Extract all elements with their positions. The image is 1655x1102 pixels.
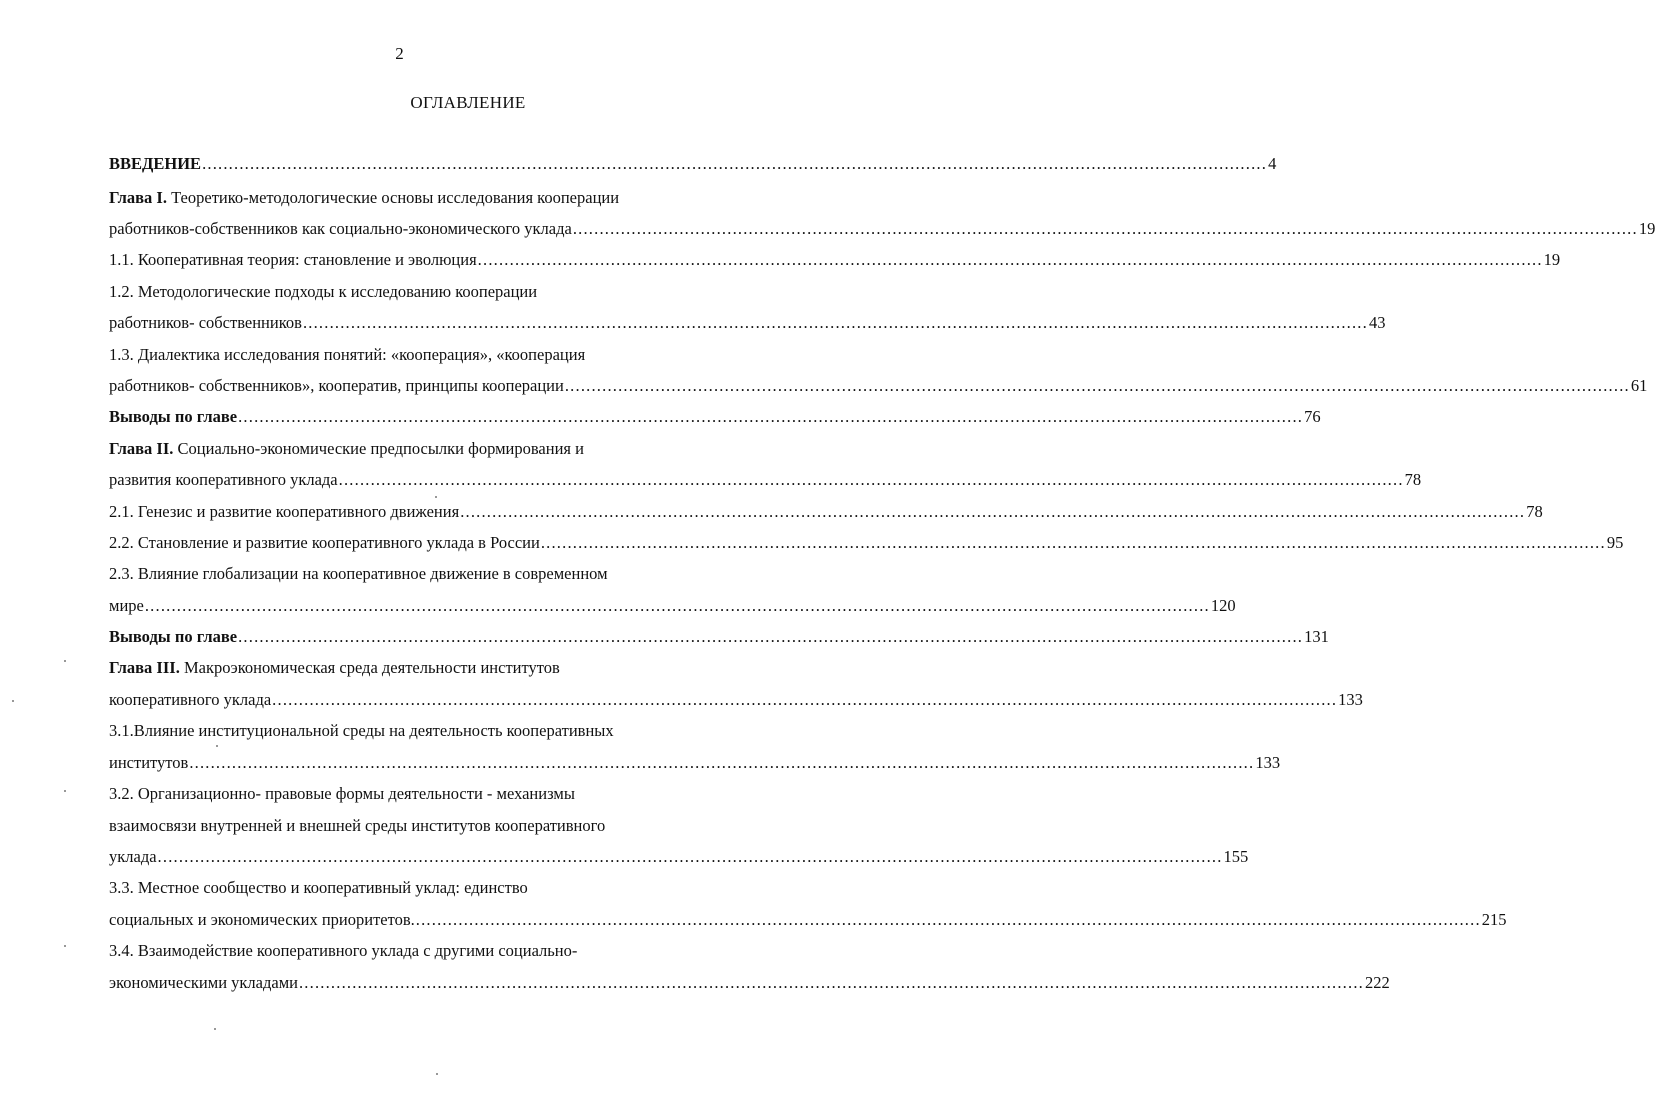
toc-page-number: 155 bbox=[1223, 847, 1249, 866]
toc-entry-label: мире bbox=[109, 596, 144, 615]
dot-leader: ........................................................................................................................................................................................................ bbox=[272, 690, 1338, 709]
toc-entry-label: 3.3. Местное сообщество и кооперативный уклад: единство bbox=[109, 878, 528, 897]
toc-entry bbox=[109, 814, 605, 838]
toc-entry bbox=[109, 468, 1422, 492]
toc-entry-label: социальных и экономических приоритетов. bbox=[109, 910, 415, 929]
dot-leader: ........................................................................................................................................................................................................ bbox=[415, 910, 1481, 929]
toc-entry-label: Макроэкономическая среда деятельности институтов bbox=[179, 658, 560, 677]
scan-speck bbox=[436, 1073, 438, 1075]
toc-page-number: 76 bbox=[1304, 407, 1321, 426]
toc-entry-label: Теоретико-методологические основы исследования кооперации bbox=[166, 188, 620, 207]
toc-entry bbox=[109, 500, 1543, 524]
toc-entry bbox=[109, 217, 1655, 241]
scan-speck bbox=[64, 945, 66, 947]
dot-leader: ........................................................................................................................................................................................................ bbox=[338, 470, 1404, 489]
scan-speck bbox=[64, 790, 66, 792]
toc-page-number: 43 bbox=[1368, 313, 1386, 332]
dot-leader: ........................................................................................................................................................................................................ bbox=[189, 753, 1255, 772]
toc-entry bbox=[109, 248, 1561, 272]
chapter-prefix: Глава I. bbox=[109, 188, 167, 207]
toc-entry-label: взаимосвязи внутренней и внешней среды институтов кооперативного bbox=[109, 816, 606, 835]
toc-entry-label: Выводы по главе bbox=[109, 627, 238, 646]
toc-entry-label: работников-собственников как социально-экономического уклада bbox=[109, 219, 572, 238]
toc-page-number: 95 bbox=[1606, 533, 1624, 552]
toc-entry bbox=[109, 751, 1281, 775]
dot-leader: ........................................................................................................................................................................................................ bbox=[144, 596, 1210, 615]
toc-entry bbox=[109, 186, 619, 210]
dot-leader: ........................................................................................................................................................................................................ bbox=[302, 313, 1368, 332]
toc-entry-label: уклада bbox=[109, 847, 157, 866]
toc-entry bbox=[109, 625, 1329, 649]
toc-page-number: 222 bbox=[1364, 973, 1390, 992]
toc-page-number: 19 bbox=[1638, 219, 1655, 238]
toc-entry bbox=[109, 437, 584, 461]
scan-speck bbox=[12, 700, 14, 702]
toc-entry-label: Социально-экономические предпосылки формирования и bbox=[173, 439, 584, 458]
dot-leader: ........................................................................................................................................................................................................ bbox=[202, 154, 1268, 173]
toc-entry bbox=[109, 594, 1236, 618]
toc-entry-label: 3.2. Организационно- правовые формы деятельности - механизмы bbox=[109, 784, 575, 803]
toc-page-number: 131 bbox=[1304, 627, 1329, 646]
dot-leader: ........................................................................................................................................................................................................ bbox=[572, 219, 1638, 238]
toc-entry-label: 3.1.Влияние институциональной среды на деятельность кооперативных bbox=[109, 721, 614, 740]
toc-entry bbox=[109, 562, 608, 586]
chapter-prefix: Глава III. bbox=[109, 658, 180, 677]
toc-entry bbox=[109, 374, 1648, 398]
toc-page-number: 4 bbox=[1268, 154, 1277, 173]
toc-page-number: 19 bbox=[1543, 250, 1561, 269]
toc-page-number: 120 bbox=[1210, 596, 1236, 615]
toc-entry-label: 2.1. Генезис и развитие кооперативного движения bbox=[109, 502, 460, 521]
dot-leader: ........................................................................................................................................................................................................ bbox=[477, 250, 1543, 269]
toc-entry bbox=[109, 908, 1507, 932]
toc-entry-label: кооперативного уклада bbox=[109, 690, 272, 709]
scan-speck bbox=[216, 745, 218, 747]
toc-entry-label: 2.2. Становление и развитие кооперативного уклада в России bbox=[109, 533, 540, 552]
toc-entry bbox=[109, 656, 560, 680]
toc-page-number: 215 bbox=[1481, 910, 1507, 929]
toc-entry-label: 1.1. Кооперативная теория: становление и эволюция bbox=[109, 250, 477, 269]
page-title: ОГЛАВЛЕНИЕ bbox=[410, 93, 526, 112]
toc-entry-label: работников- собственников bbox=[109, 313, 302, 332]
dot-leader: ........................................................................................................................................................................................................ bbox=[540, 533, 1606, 552]
toc-page-number: 133 bbox=[1255, 753, 1281, 772]
toc-entry bbox=[109, 939, 577, 963]
toc-entry bbox=[109, 719, 614, 743]
scan-speck bbox=[64, 660, 66, 662]
toc-entry-label: 1.3. Диалектика исследования понятий: «кооперация», «кооперация bbox=[109, 345, 586, 364]
dot-leader: ........................................................................................................................................................................................................ bbox=[238, 407, 1304, 426]
toc-entry-label: 1.2. Методологические подходы к исследованию кооперации bbox=[109, 282, 538, 301]
page-number: 2 bbox=[395, 44, 404, 63]
toc-page-number: 78 bbox=[1404, 470, 1422, 489]
dot-leader: ........................................................................................................................................................................................................ bbox=[298, 973, 1364, 992]
scan-speck bbox=[435, 496, 437, 498]
chapter-prefix: Глава II. bbox=[109, 439, 174, 458]
toc-entry-label: ВВЕДЕНИЕ bbox=[109, 154, 202, 173]
toc-entry-label: 2.3. Влияние глобализации на кооперативное движение в современном bbox=[109, 564, 608, 583]
toc-entry bbox=[109, 845, 1249, 869]
toc-entry-label: экономическими укладами bbox=[109, 973, 298, 992]
scan-speck bbox=[214, 1028, 216, 1030]
toc-entry bbox=[109, 782, 575, 806]
toc-entry bbox=[109, 971, 1390, 995]
dot-leader: ........................................................................................................................................................................................................ bbox=[238, 627, 1304, 646]
toc-entry-label: институтов bbox=[109, 753, 189, 772]
dot-leader: ........................................................................................................................................................................................................ bbox=[564, 376, 1630, 395]
toc-entry bbox=[109, 405, 1321, 429]
dot-leader: ........................................................................................................................................................................................................ bbox=[460, 502, 1526, 521]
toc-page-number: 78 bbox=[1526, 502, 1543, 521]
toc-page-number: 133 bbox=[1338, 690, 1363, 709]
toc-entry-label: 3.4. Взаимодействие кооперативного уклада с другими социально- bbox=[109, 941, 578, 960]
toc-entry bbox=[109, 876, 528, 900]
toc-entry-label: работников- собственников», кооператив, принципы кооперации bbox=[109, 376, 564, 395]
toc-entry bbox=[109, 343, 585, 367]
toc-entry-label: развития кооперативного уклада bbox=[109, 470, 338, 489]
dot-leader: ........................................................................................................................................................................................................ bbox=[157, 847, 1223, 866]
toc-page-number: 61 bbox=[1630, 376, 1648, 395]
toc-entry bbox=[109, 280, 537, 304]
toc-entry bbox=[109, 152, 1277, 176]
toc-entry bbox=[109, 311, 1386, 335]
toc-entry bbox=[109, 531, 1624, 555]
toc-entry bbox=[109, 688, 1363, 712]
toc-entry-label: Выводы по главе bbox=[109, 407, 238, 426]
